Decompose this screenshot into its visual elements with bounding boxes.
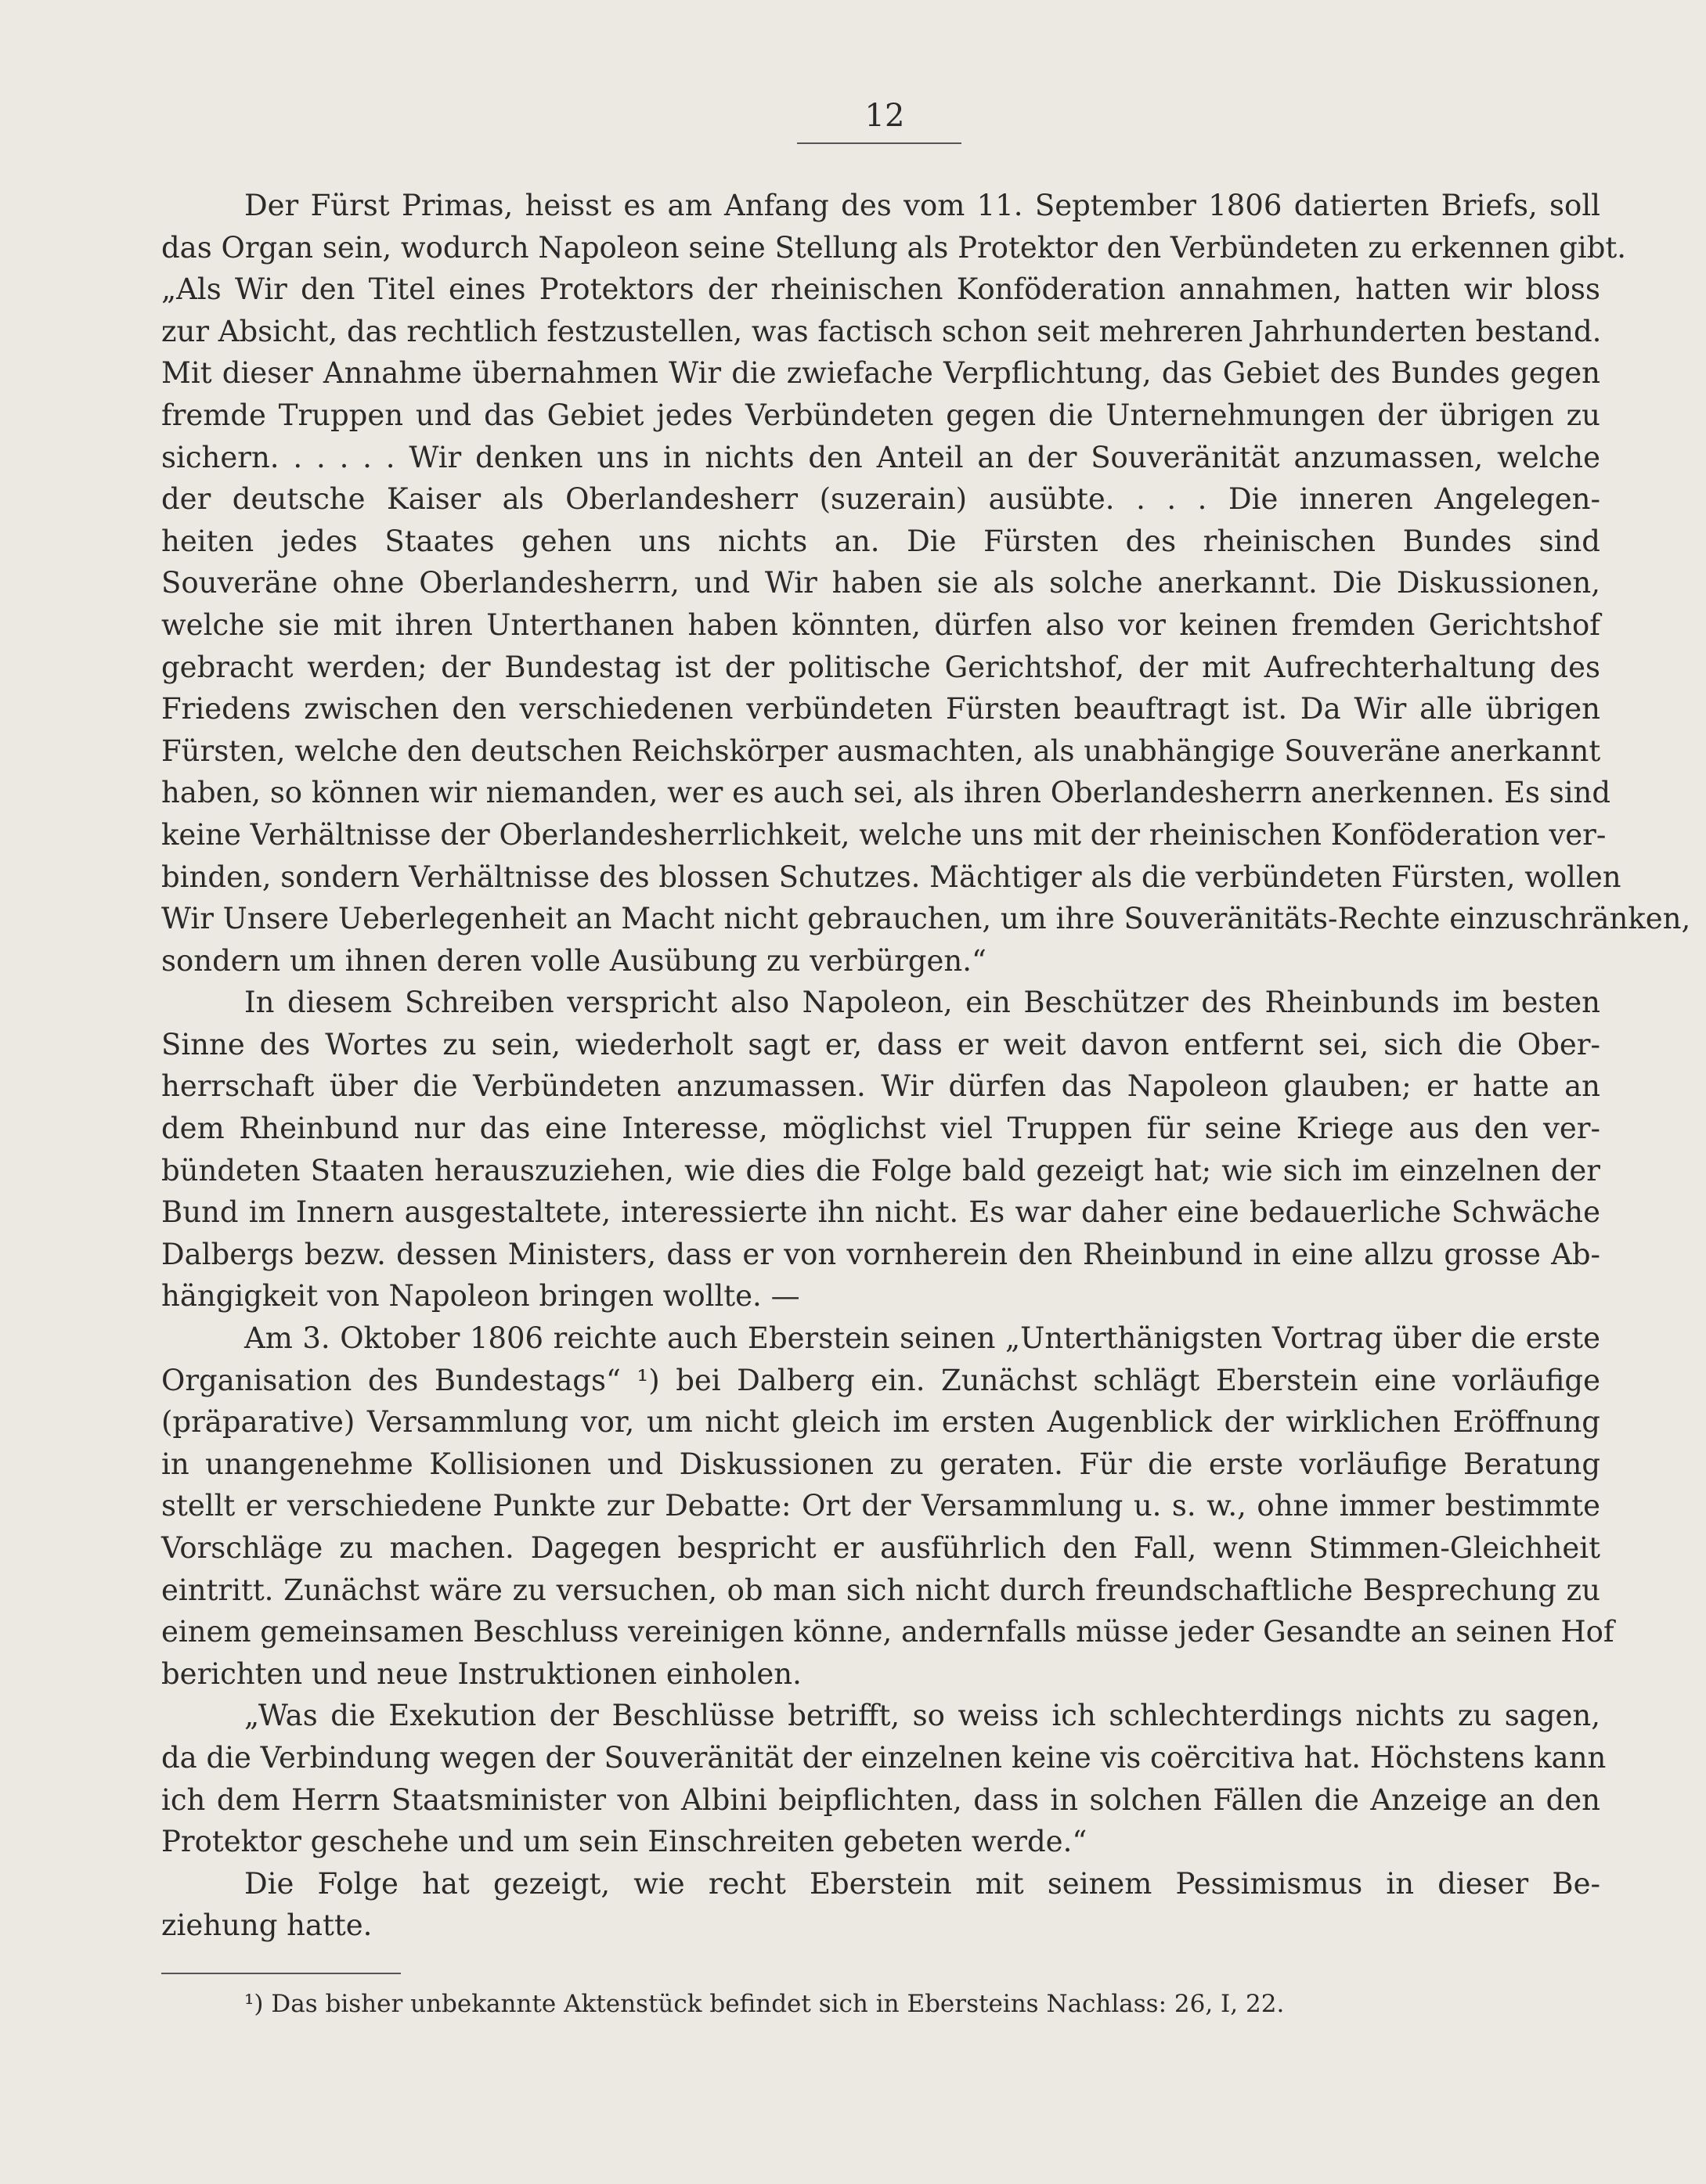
text-line: Organisation des Bundestags“ ¹) bei Dalberg ein. Zunächst schlägt Eberstein eine vorläufige: [161, 1363, 1600, 1397]
text-line: bündeten Staaten herauszuziehen, wie dies die Folge bald gezeigt hat; wie sich im einzelnen der: [161, 1153, 1600, 1188]
text-line: das Organ sein, wodurch Napoleon seine Stellung als Protektor den Verbündeten zu erkennen gibt.: [161, 230, 1627, 265]
text-line: dem Rheinbund nur das eine Interesse, möglichst viel Truppen für seine Kriege aus den ver-: [161, 1112, 1600, 1146]
page-number-rule: [797, 142, 961, 144]
text-line: (präparative) Versammlung vor, um nicht gleich im ersten Augenblick der wirklichen Eröffnung: [161, 1405, 1600, 1440]
footnote: ¹) Das bisher unbekannte Aktenstück befindet sich in Ebersteins Nachlass: 26, I, 22.: [244, 1990, 1285, 2018]
text-line: zur Absicht, das rechtlich festzustellen, was factisch schon seit mehreren Jahrhunderten bestand.: [161, 314, 1602, 348]
text-line: ziehung hatte.: [161, 1908, 373, 1943]
text-line: heiten jedes Staates gehen uns nichts an. Die Fürsten des rheinischen Bundes sind: [161, 524, 1600, 558]
text-line: herrschaft über die Verbündeten anzumassen. Wir dürfen das Napoleon glauben; er hatte an: [161, 1069, 1600, 1104]
text-line: Fürsten, welche den deutschen Reichskörper ausmachten, als unabhängige Souveräne anerkannt: [161, 733, 1601, 768]
text-line: Der Fürst Primas, heisst es am Anfang des vom 11. September 1806 datierten Briefs, soll: [244, 189, 1600, 222]
text-line: Die Folge hat gezeigt, wie recht Eberstein mit seinem Pessimismus in dieser Be-: [244, 1866, 1600, 1901]
text-line: hängigkeit von Napoleon bringen wollte. —: [161, 1279, 800, 1314]
text-line: haben, so können wir niemanden, wer es auch sei, als ihren Oberlandesherrn anerkennen. Es sind: [161, 776, 1611, 810]
text-line: ich dem Herrn Staatsminister von Albini beipflichten, dass in solchen Fällen die Anzeige an den: [161, 1782, 1600, 1817]
text-line: welche sie mit ihren Unterthanen haben könnten, dürfen also vor keinen fremden Gerichtshof: [161, 607, 1600, 642]
text-line: Mit dieser Annahme übernahmen Wir die zwiefache Verpflichtung, das Gebiet des Bundes gegen: [161, 356, 1600, 391]
text-line: Vorschläge zu machen. Dagegen bespricht er ausführlich den Fall, wenn Stimmen-Gleichheit: [161, 1531, 1600, 1565]
text-line: Friedens zwischen den verschiedenen verbündeten Fürsten beauftragt ist. Da Wir alle übrigen: [161, 692, 1600, 726]
text-line: Dalbergs bezw. dessen Ministers, dass er von vornherein den Rheinbund in eine allzu grosse Ab-: [161, 1237, 1600, 1271]
text-line: binden, sondern Verhältnisse des blossen Schutzes. Mächtiger als die verbündeten Fürsten, wollen: [161, 860, 1621, 894]
text-line: „Was die Exekution der Beschlüsse betrifft, so weiss ich schlechterdings nichts zu sagen,: [244, 1699, 1600, 1733]
page-number: 12: [864, 98, 905, 134]
text-line: Sinne des Wortes zu sein, wiederholt sagt er, dass er weit davon entfernt sei, sich die Ober-: [161, 1027, 1600, 1061]
text-line: berichten und neue Instruktionen einholen.: [161, 1656, 802, 1691]
text-line: sondern um ihnen deren volle Ausübung zu verbürgen.“: [161, 943, 986, 978]
text-line: der deutsche Kaiser als Oberlandesherr (suzerain) ausübte. . . . Die inneren Angelegen-: [161, 482, 1600, 517]
text-line: „Als Wir den Titel eines Protektors der rheinischen Konföderation annahmen, hatten wir bloss: [161, 272, 1600, 307]
text-line: In diesem Schreiben verspricht also Napoleon, ein Beschützer des Rheinbunds im besten: [244, 986, 1600, 1020]
text-line: gebracht werden; der Bundestag ist der politische Gerichtshof, der mit Aufrechterhaltung des: [161, 650, 1600, 684]
text-line: Bund im Innern ausgestaltete, interessierte ihn nicht. Es war daher eine bedauerliche Schwäche: [161, 1195, 1600, 1230]
text-line: Am 3. Oktober 1806 reichte auch Eberstein seinen „Unterthänigsten Vortrag über die erste: [244, 1321, 1600, 1356]
text-line: Souveräne ohne Oberlandesherrn, und Wir haben sie als solche anerkannt. Die Diskussionen,: [161, 566, 1600, 600]
text-line: stellt er verschiedene Punkte zur Debatte: Ort der Versammlung u. s. w., ohne immer bestimmte: [161, 1489, 1600, 1523]
text-line: da die Verbindung wegen der Souveränität der einzelnen keine vis coërcitiva hat. Höchstens kann: [161, 1740, 1607, 1775]
text-line: eintritt. Zunächst wäre zu versuchen, ob man sich nicht durch freundschaftliche Besprechung zu: [161, 1573, 1600, 1607]
text-line: in unangenehme Kollisionen und Diskussionen zu geraten. Für die erste vorläufige Beratung: [161, 1447, 1600, 1481]
text-line: einem gemeinsamen Beschluss vereinigen könne, andernfalls müsse jeder Gesandte an seinen Hof: [161, 1615, 1614, 1649]
body-text: [161, 185, 1691, 1947]
footnote-rule: [161, 1973, 401, 1974]
text-line: sichern. . . . . . Wir denken uns in nichts den Anteil an der Souveränität anzumassen, welche: [161, 440, 1600, 474]
text-line: keine Verhältnisse der Oberlandesherrlichkeit, welche uns mit der rheinischen Konföderation ver-: [161, 817, 1607, 852]
text-line: Protektor geschehe und um sein Einschreiten gebeten werde.“: [161, 1825, 1087, 1859]
text-line: Wir Unsere Ueberlegenheit an Macht nicht gebrauchen, um ihre Souveränitäts-Rechte einzuschränken,: [161, 902, 1691, 936]
text-line: fremde Truppen und das Gebiet jedes Verbündeten gegen die Unternehmungen der übrigen zu: [161, 398, 1600, 432]
